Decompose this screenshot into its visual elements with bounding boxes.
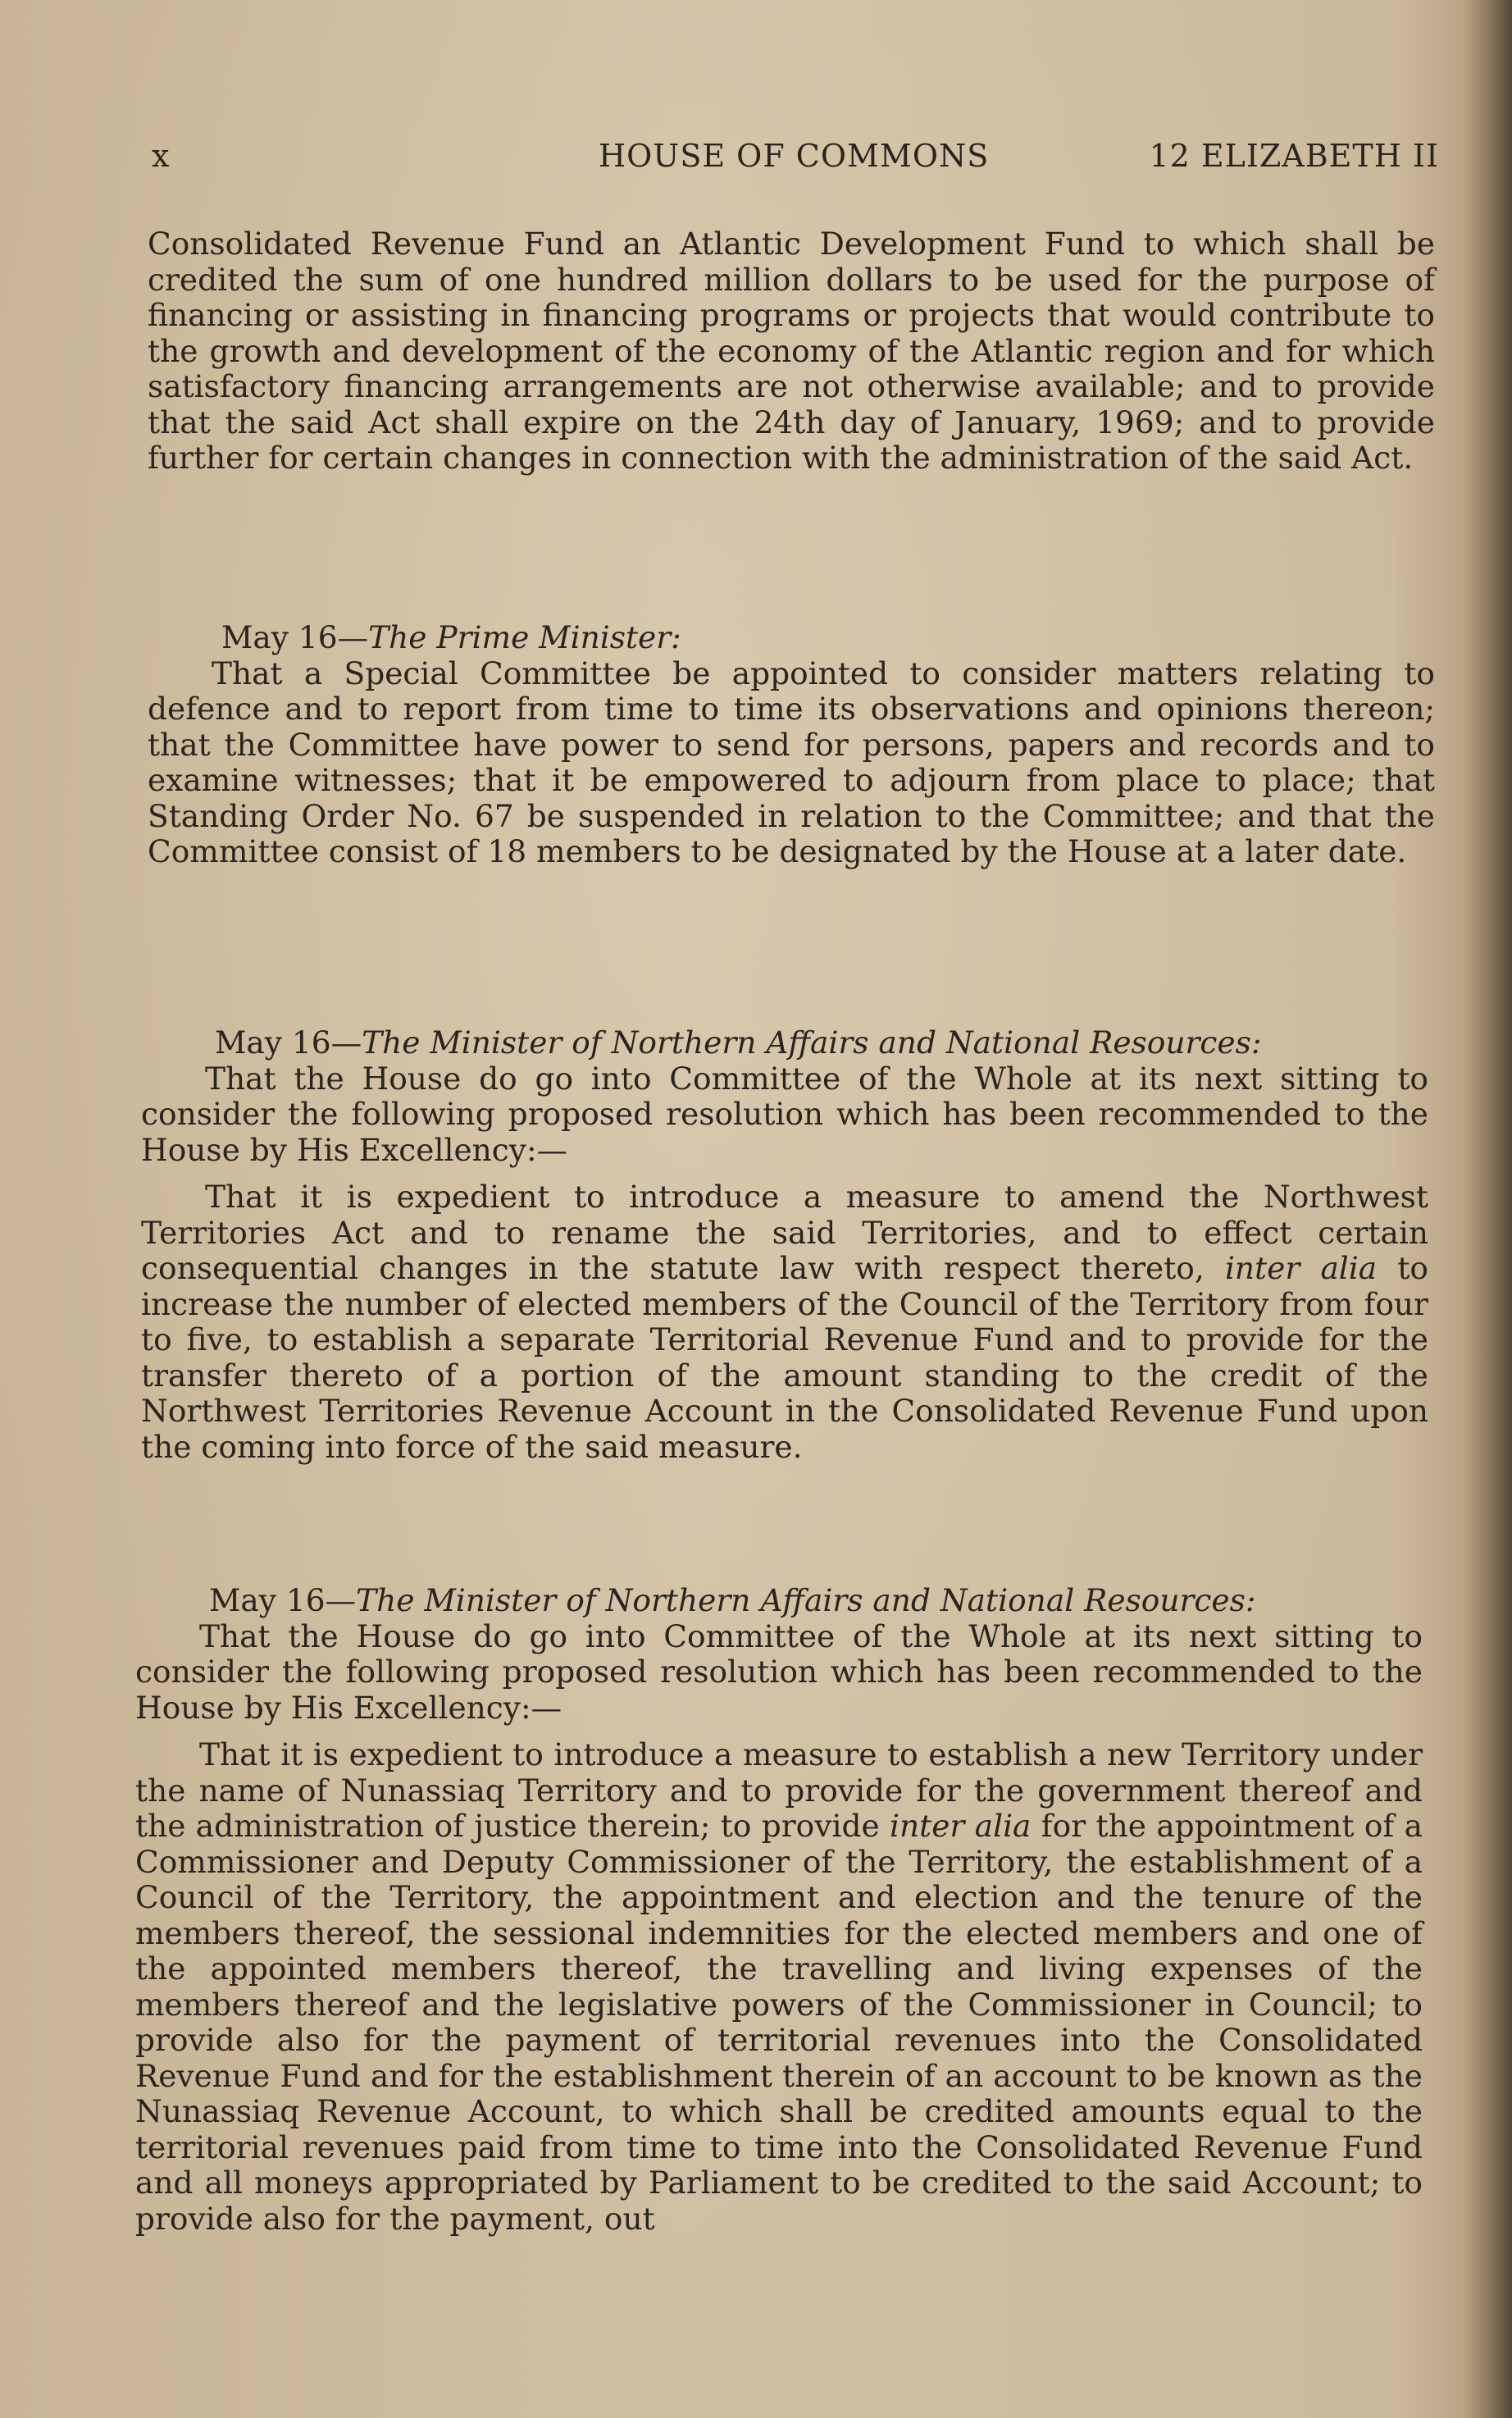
section-mover: The Minister of Northern Affairs and National Resources: bbox=[356, 1582, 1256, 1618]
section-heading bbox=[141, 1025, 1428, 1061]
running-header bbox=[152, 138, 1439, 179]
latin-phrase: inter alia bbox=[1224, 1250, 1378, 1286]
section-heading bbox=[135, 1583, 1423, 1619]
header-regnal-year: 12 ELIZABETH II bbox=[1149, 138, 1439, 174]
paragraph: That it is expedient to introduce a measure to amend the Northwest Territories Act and to rename the said Territories, and to effect certain consequential changes in the statute law with respect thereto, inter alia to increase the number of elected members of the Council of the Territory from four to five, to establish a separate Territorial Revenue Fund and to provide for the transfer thereto of a portion of the amount standing to the credit of the Northwest Territories Revenue Account in the Consolidated Revenue Fund upon the coming into force of the said measure. bbox=[141, 1179, 1428, 1465]
section-mover: The Prime Minister: bbox=[368, 619, 681, 655]
paragraph: Consolidated Revenue Fund an Atlantic Development Fund to which shall be credited the sum of one hundred million dollars to be used for the purpose of financing or assisting in financing programs or projects that would contribute to the growth and development of the economy of the Atlantic region and for which satisfactory financing arrangements are not otherwise available; and to provide that the said Act shall expire on the 24th day of January, 1969; and to provide further for certain changes in connection with the administration of the said Act. bbox=[148, 226, 1435, 476]
paragraph-gap bbox=[141, 1168, 1428, 1179]
page-number: x bbox=[152, 138, 171, 174]
page-edge-shadow bbox=[1463, 0, 1512, 2418]
paragraph-gap bbox=[135, 1726, 1423, 1737]
section-date: May 16— bbox=[209, 1582, 357, 1618]
section-mover: The Minister of Northern Affairs and National Resources: bbox=[362, 1024, 1262, 1061]
header-title: HOUSE OF COMMONS bbox=[599, 138, 990, 174]
section-heading bbox=[148, 620, 1435, 656]
section-prime-minister-motion bbox=[148, 620, 1435, 870]
paragraph: That it is expedient to introduce a measure to establish a new Territory under the name of Nunassiaq Territory and to provide for the government thereof and the administration of justice therein; to provide inter alia for the appointment of a Commissioner and Deputy Commissioner of the Territory, the establishment of a Council of the Territory, the appointment and election and the tenure of the members thereof, the sessional indemnities for the elected members and one of the appointed members thereof, the travelling and living expenses of the members thereof and the legislative powers of the Commissioner in Council; to provide also for the payment of territorial revenues into the Consolidated Revenue Fund and for the establishment therein of an account to be known as the Nunassiaq Revenue Account, to which shall be credited amounts equal to the territorial revenues paid from time to time into the Consolidated Revenue Fund and all moneys appropriated by Parliament to be credited to the said Account; to provide also for the payment, out bbox=[135, 1736, 1423, 2237]
latin-phrase: inter alia bbox=[890, 1808, 1032, 1844]
section-nunassiaq-resolution bbox=[135, 1583, 1423, 2237]
paragraph: That a Special Committee be appointed to consider matters relating to defence and to report from time to time its observations and opinions thereon; that the Committee have power to send for persons, papers and records and to examine witnesses; that it be empowered to adjourn from place to place; that Standing Order No. 67 be suspended in relation to the Committee; and that the Committee consist of 18 members to be designated by the House at a later date. bbox=[148, 655, 1435, 869]
section-northwest-territories-resolution bbox=[141, 1025, 1428, 1465]
paragraph: That the House do go into Committee of the Whole at its next sitting to consider the following proposed resolution which has been recommended to the House by His Excellency:— bbox=[141, 1060, 1428, 1168]
section-date: May 16— bbox=[215, 1024, 362, 1061]
section-continuation bbox=[148, 226, 1435, 477]
paragraph: That the House do go into Committee of the Whole at its next sitting to consider the following proposed resolution which has been recommended to the House by His Excellency:— bbox=[135, 1617, 1423, 1726]
section-date: May 16— bbox=[221, 619, 369, 655]
